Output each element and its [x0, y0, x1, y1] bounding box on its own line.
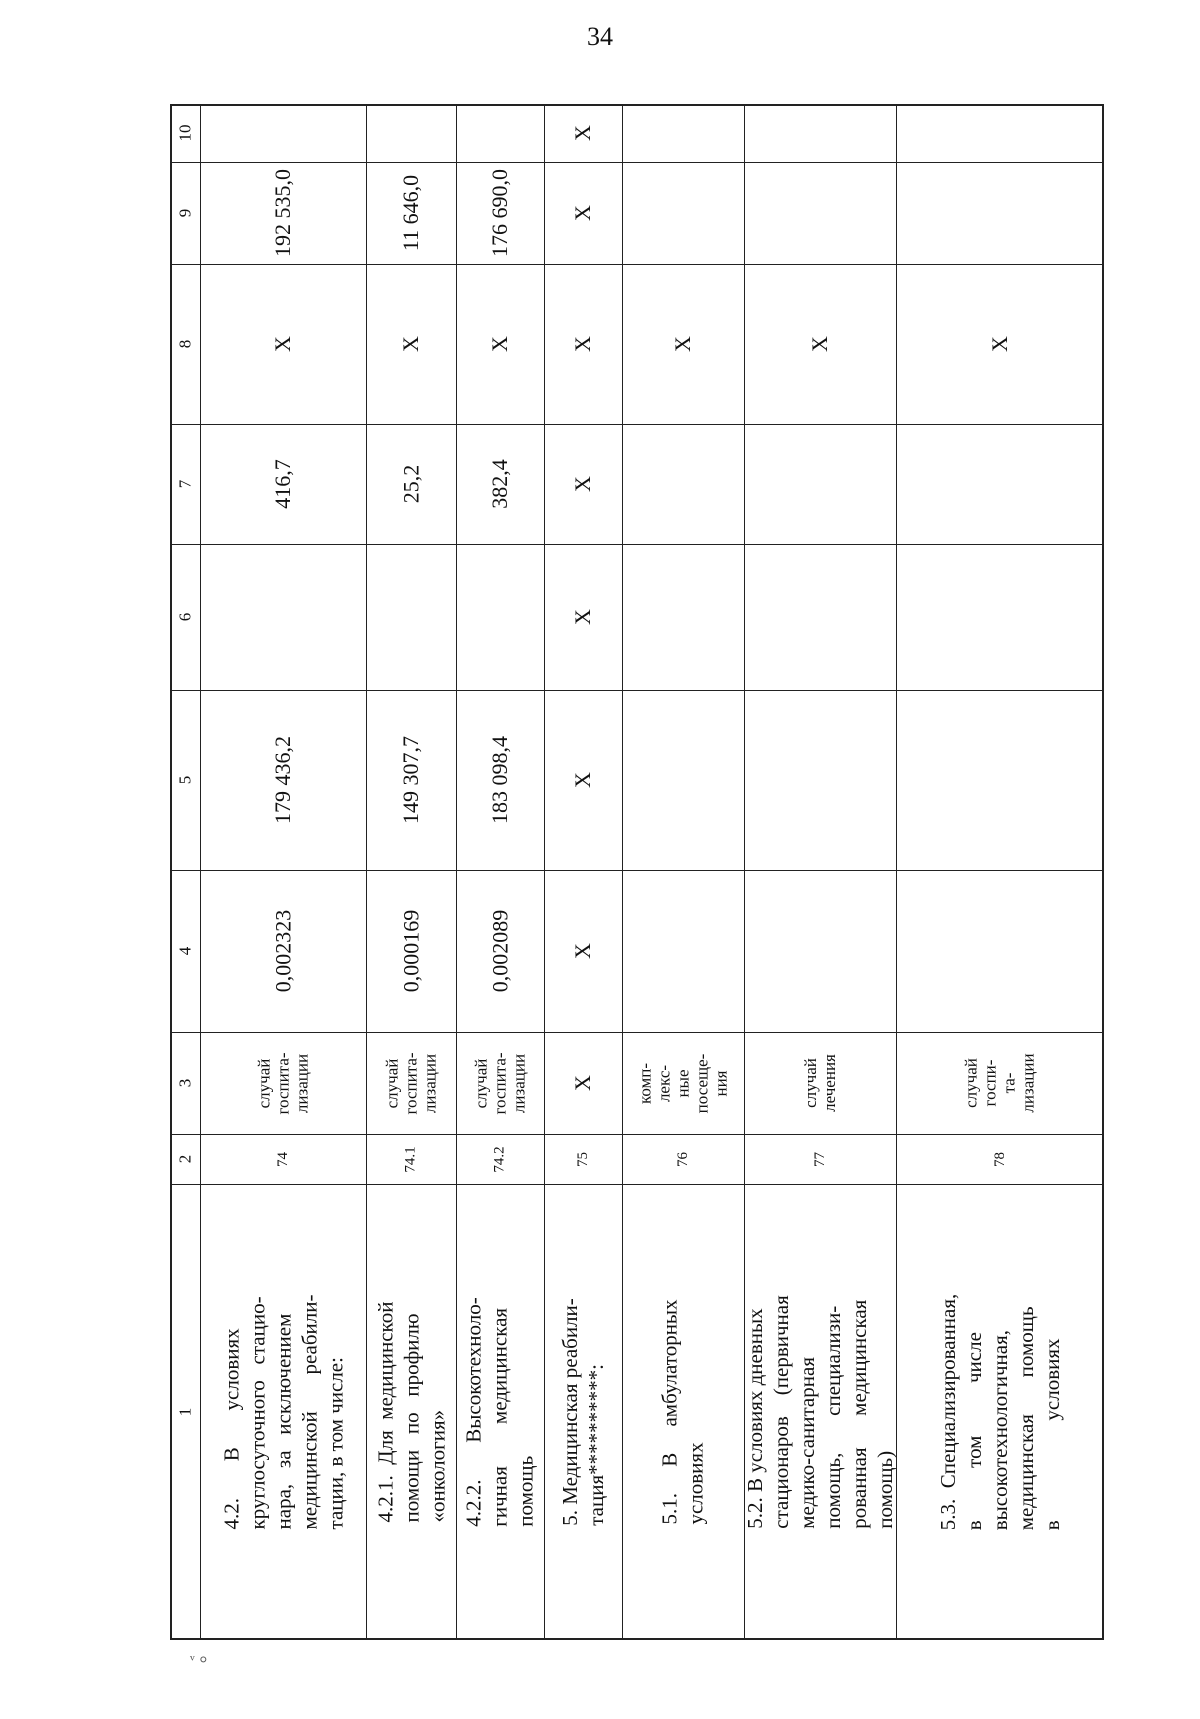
table-cell — [204, 268, 362, 420]
table-cell — [370, 1188, 452, 1636]
value: X — [569, 609, 595, 625]
table-cell — [460, 1188, 540, 1636]
column-separator — [170, 1134, 1104, 1135]
table-cell — [370, 428, 452, 540]
table-cell — [548, 548, 618, 686]
column-header-label: 5 — [175, 775, 194, 785]
row-code: 74.2 — [491, 1145, 508, 1173]
table-cell — [626, 694, 740, 866]
column-header-label: 2 — [175, 1154, 194, 1164]
column-header-2 — [170, 1134, 200, 1184]
value: 149 307,7 — [398, 736, 423, 824]
table-cell — [548, 268, 618, 420]
table-cell — [460, 694, 540, 866]
unit-label: комп- лекс- ные посеще- ния — [635, 1053, 731, 1113]
table-cell — [370, 874, 452, 1028]
column-separator — [170, 162, 1104, 163]
column-header-label: 1 — [175, 1407, 194, 1417]
row-code: 74 — [274, 1151, 291, 1167]
value: 0,000169 — [398, 909, 423, 993]
unit-label: случай госпита- лизации — [471, 1051, 529, 1115]
header-separator — [200, 104, 201, 1640]
value: X — [486, 336, 512, 352]
table-cell — [748, 268, 892, 420]
row-code: 78 — [991, 1151, 1008, 1167]
column-header-label: 9 — [175, 208, 194, 218]
column-header-label: 3 — [175, 1078, 194, 1088]
table-cell — [626, 1036, 740, 1130]
value: 11 646,0 — [398, 174, 423, 252]
table-cell — [460, 108, 540, 158]
value: 183 098,4 — [487, 736, 512, 824]
table-cell — [900, 1138, 1100, 1180]
row-label: 5. Медицинская реабили- тация**********: — [558, 1298, 609, 1526]
column-header-label: 7 — [175, 479, 194, 489]
rotated-table — [170, 104, 1104, 1640]
table-cell — [204, 694, 362, 866]
table-cell — [900, 1188, 1100, 1636]
table-cell — [370, 166, 452, 260]
table-cell — [900, 874, 1100, 1028]
row-separator — [366, 104, 367, 1640]
table-cell — [626, 166, 740, 260]
value: 25,2 — [398, 464, 423, 504]
value: 176 690,0 — [487, 169, 512, 257]
table-cell — [460, 428, 540, 540]
column-header-8 — [170, 264, 200, 424]
table-cell — [370, 694, 452, 866]
value: X — [569, 943, 595, 959]
table-cell — [204, 1188, 362, 1636]
table-cell — [748, 1036, 892, 1130]
table-cell — [548, 166, 618, 260]
table-cell — [460, 1138, 540, 1180]
table-cell — [626, 108, 740, 158]
table-cell — [204, 108, 362, 158]
row-label: 5.2. В условиях дневных стационаров (первичная медико-санитарная помощь, специализи- рованная медицинская помощь) — [743, 1295, 898, 1529]
value: X — [569, 772, 595, 788]
column-separator — [170, 544, 1104, 545]
table-cell — [748, 166, 892, 260]
column-separator — [170, 690, 1104, 691]
row-code: 77 — [811, 1151, 828, 1167]
table-cell — [460, 268, 540, 420]
table-cell — [204, 428, 362, 540]
table-cell — [548, 108, 618, 158]
table-cell — [748, 428, 892, 540]
row-separator — [544, 104, 545, 1640]
table-cell — [548, 694, 618, 866]
table-cell — [900, 1036, 1100, 1130]
unit-label: случай лечения — [801, 1054, 839, 1112]
table-cell — [900, 428, 1100, 540]
column-header-label: 4 — [175, 946, 194, 956]
table-cell — [626, 1188, 740, 1636]
table-cell — [204, 1138, 362, 1180]
column-separator — [170, 264, 1104, 265]
column-separator — [170, 424, 1104, 425]
table-cell — [370, 1036, 452, 1130]
column-separator — [170, 1184, 1104, 1185]
table-cell — [370, 548, 452, 686]
unit-label: случай госпи- та- лизации — [961, 1053, 1038, 1113]
table-cell — [748, 874, 892, 1028]
table-cell — [548, 1188, 618, 1636]
table-cell — [748, 108, 892, 158]
value: X — [569, 476, 595, 492]
table-cell — [460, 166, 540, 260]
value: 192 535,0 — [270, 169, 295, 257]
column-separator — [170, 870, 1104, 871]
column-header-5 — [170, 690, 200, 870]
value: X — [269, 336, 295, 352]
table-cell — [900, 108, 1100, 158]
value: X — [569, 125, 595, 141]
value: X — [986, 336, 1012, 352]
value: 0,002089 — [487, 909, 512, 993]
column-header-label: 8 — [175, 339, 194, 349]
table-cell — [204, 548, 362, 686]
row-separator — [622, 104, 623, 1640]
table-cell — [460, 548, 540, 686]
page-number: 34 — [587, 22, 613, 51]
value: X — [397, 336, 423, 352]
table-cell — [204, 1036, 362, 1130]
table-cell — [548, 1138, 618, 1180]
row-label: 4.2. В условиях круглосуточного стацио- нара, за исключением медицинской реабили- тации, в том числе: — [219, 1294, 348, 1530]
value: 0,002323 — [270, 909, 295, 993]
value: X — [669, 336, 695, 352]
table-cell — [748, 548, 892, 686]
table-cell — [626, 428, 740, 540]
scan-mark: ᵛ ⸰ — [190, 1652, 208, 1669]
table-cell — [548, 1036, 618, 1130]
table-cell — [626, 548, 740, 686]
column-header-7 — [170, 424, 200, 544]
value: 179 436,2 — [270, 736, 295, 824]
row-separator — [456, 104, 457, 1640]
row-label: 5.3. Специализированная, в том числе высокотехнологичная, медицинская помощь в условиях — [936, 1293, 1064, 1531]
table-cell — [900, 166, 1100, 260]
table-cell — [743, 1188, 898, 1636]
table-cell — [626, 874, 740, 1028]
column-header-label: 10 — [175, 124, 194, 142]
table-cell — [548, 874, 618, 1028]
unit-label: X — [569, 1075, 595, 1091]
table-cell — [370, 108, 452, 158]
value: 382,4 — [487, 459, 512, 509]
unit-label: случай госпита- лизации — [382, 1051, 440, 1115]
column-header-3 — [170, 1032, 200, 1134]
table-cell — [626, 268, 740, 420]
table-cell — [748, 1138, 892, 1180]
table-cell — [370, 268, 452, 420]
table-cell — [626, 1138, 740, 1180]
table-cell — [900, 694, 1100, 866]
row-code: 75 — [574, 1151, 591, 1167]
table-cell — [548, 428, 618, 540]
column-separator — [170, 1032, 1104, 1033]
column-header-1 — [170, 1184, 200, 1640]
value: 416,7 — [270, 459, 295, 509]
table-cell — [370, 1138, 452, 1180]
table-cell — [460, 874, 540, 1028]
column-header-6 — [170, 544, 200, 690]
row-label: 5.1. В амбулаторных условиях — [658, 1299, 708, 1525]
row-code: 76 — [674, 1151, 691, 1167]
table-cell — [460, 1036, 540, 1130]
unit-label: случай госпита- лизации — [254, 1051, 312, 1115]
column-header-4 — [170, 870, 200, 1032]
table-cell — [204, 874, 362, 1028]
value: X — [806, 336, 832, 352]
value: X — [569, 205, 595, 221]
table-cell — [900, 548, 1100, 686]
column-header-9 — [170, 162, 200, 264]
table-cell — [900, 268, 1100, 420]
table-cell — [748, 694, 892, 866]
value: X — [569, 336, 595, 352]
row-label: 4.2.1. Для медицинской помощи по профилю «онкология» — [373, 1301, 450, 1523]
column-header-label: 6 — [175, 612, 194, 622]
column-header-10 — [170, 104, 200, 162]
table-cell — [204, 166, 362, 260]
row-label: 4.2.2. Высокотехноло- гичная медицинская помощь — [462, 1297, 539, 1527]
row-code: 74.1 — [402, 1145, 419, 1173]
